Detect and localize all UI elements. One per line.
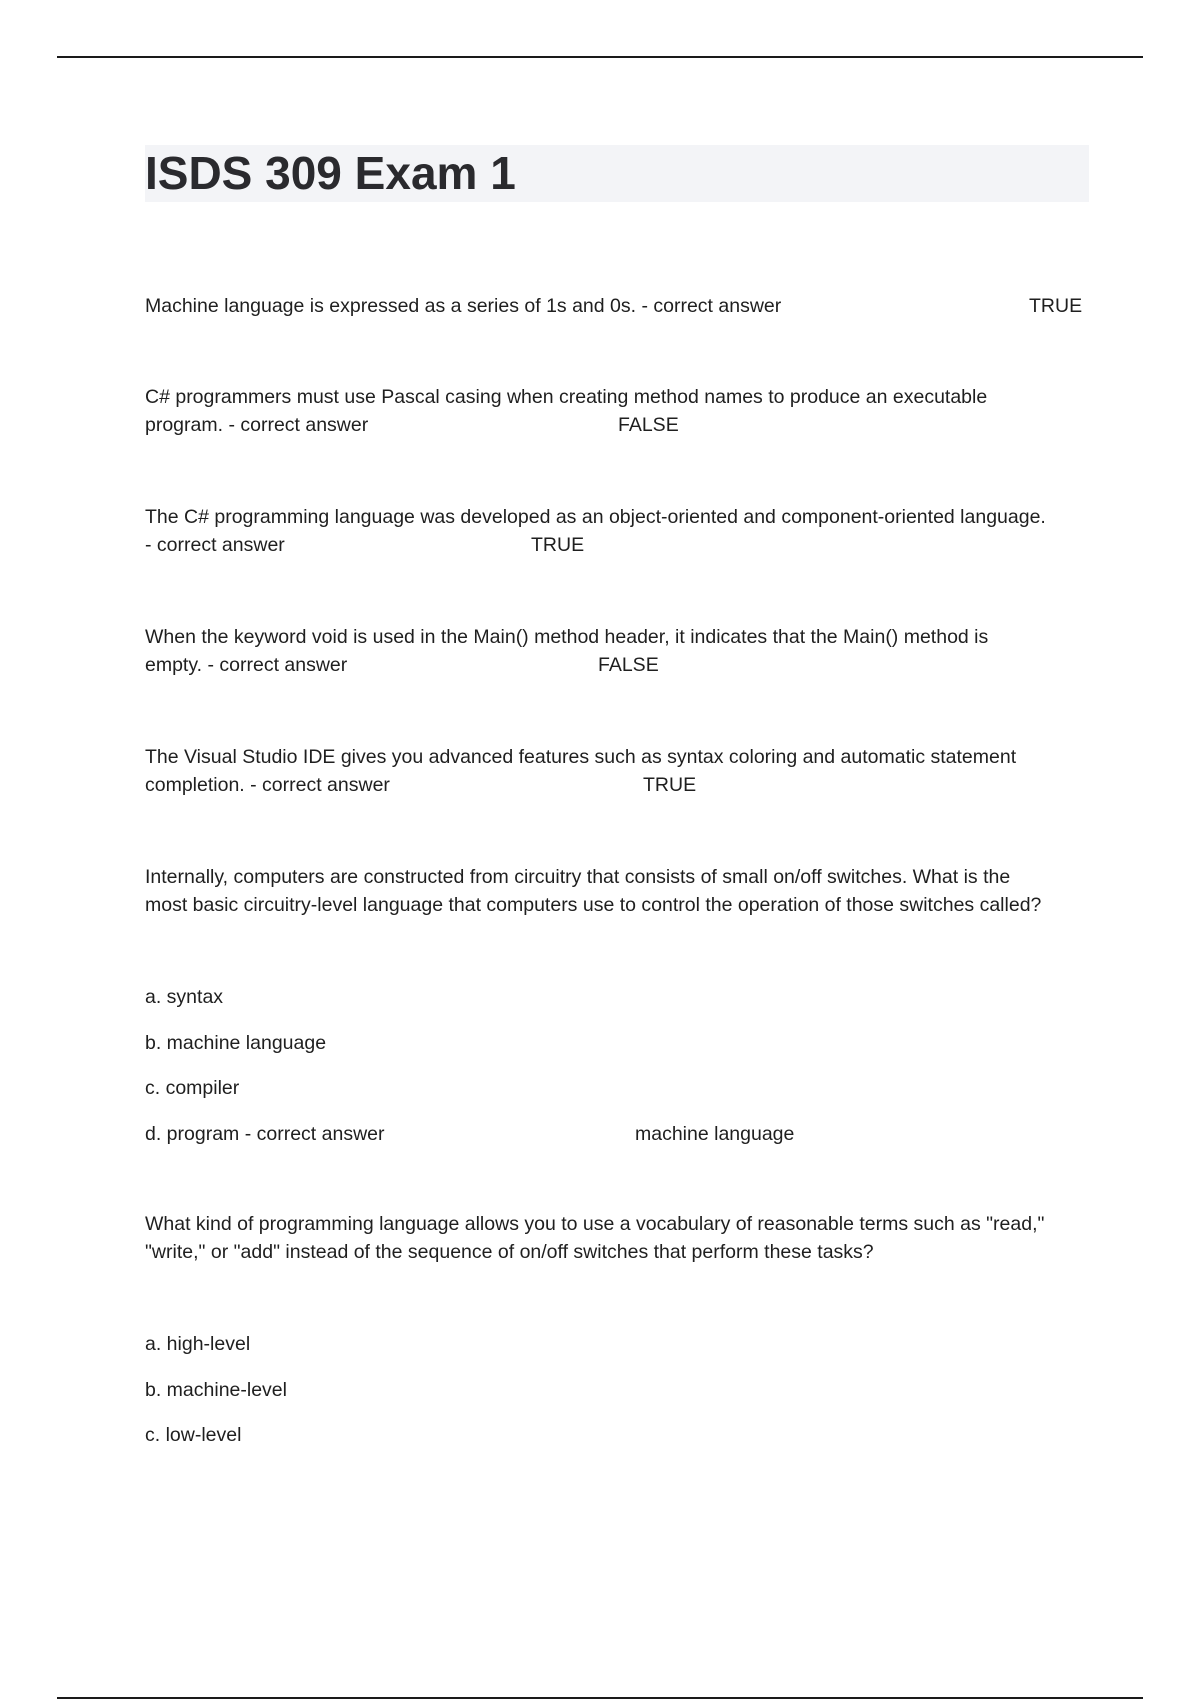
question-4-line-1: When the keyword void is used in the Main() method header, it indicates that the Main() method is xyxy=(145,626,989,648)
question-7-line-1: What kind of programming language allows you to use a vocabulary of reasonable terms such as "read," xyxy=(145,1213,1045,1235)
question-4 xyxy=(145,623,1090,679)
question-5 xyxy=(145,743,1090,799)
question-6-option-d xyxy=(145,1120,1090,1148)
question-6 xyxy=(145,863,1090,919)
question-4-line-2: empty. - correct answer xyxy=(145,654,348,676)
top-rule xyxy=(57,56,1143,58)
question-7 xyxy=(145,1210,1090,1266)
question-3-line-2: - correct answer xyxy=(145,534,285,556)
question-6-answer: machine language xyxy=(635,1123,795,1145)
question-2-line-1: C# programmers must use Pascal casing when creating method names to produce an executable xyxy=(145,386,988,408)
question-5-answer: TRUE xyxy=(643,774,697,796)
question-4-answer: FALSE xyxy=(598,654,659,676)
question-6-option-c: c. compiler xyxy=(145,1077,240,1099)
question-6-line-1: Internally, computers are constructed from circuitry that consists of small on/off switches. What is the xyxy=(145,866,1011,888)
question-6-line-2: most basic circuitry-level language that computers use to control the operation of those switches called? xyxy=(145,894,1042,916)
question-3-answer: TRUE xyxy=(531,534,585,556)
bottom-rule xyxy=(57,1697,1143,1699)
question-6-option-d-label: d. program - correct answer xyxy=(145,1123,385,1145)
question-2-line-2: program. - correct answer xyxy=(145,414,369,436)
question-6-option-a: a. syntax xyxy=(145,986,224,1008)
question-1-text: Machine language is expressed as a series of 1s and 0s. - correct answer xyxy=(145,295,782,317)
question-7-option-b: b. machine-level xyxy=(145,1379,287,1401)
question-6-option-b: b. machine language xyxy=(145,1032,327,1054)
question-7-option-a: a. high-level xyxy=(145,1333,251,1355)
question-7-option-c: c. low-level xyxy=(145,1424,242,1446)
question-7-line-2: "write," or "add" instead of the sequence of on/off switches that perform these tasks? xyxy=(145,1241,874,1263)
question-3 xyxy=(145,503,1090,559)
question-2-answer: FALSE xyxy=(618,414,679,436)
question-2 xyxy=(145,383,1090,439)
question-5-line-2: completion. - correct answer xyxy=(145,774,390,796)
question-3-line-1: The C# programming language was developed as an object-oriented and component-oriented language. xyxy=(145,506,1046,528)
question-5-line-1: The Visual Studio IDE gives you advanced features such as syntax coloring and automatic statement xyxy=(145,746,1017,768)
question-1 xyxy=(145,292,1090,320)
document-title: ISDS 309 Exam 1 xyxy=(145,147,516,199)
question-1-answer: TRUE xyxy=(1029,295,1083,317)
